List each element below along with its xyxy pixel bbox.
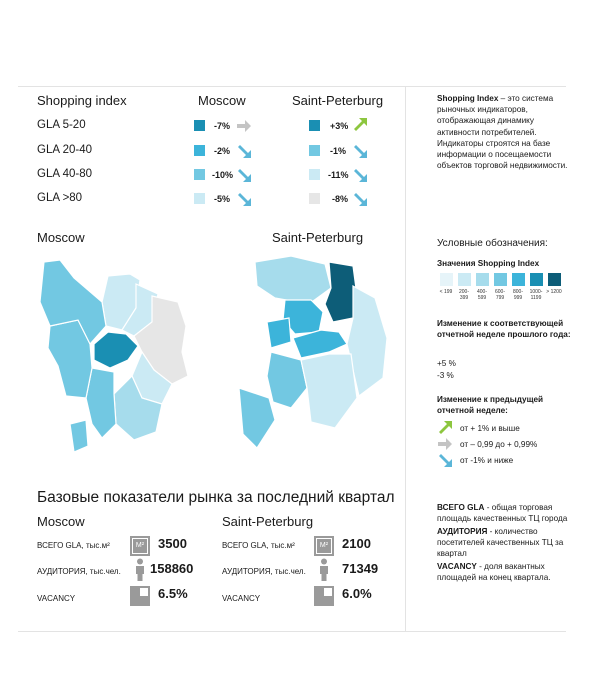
wow-title: Изменение к предыдущей отчетной неделе: bbox=[437, 395, 544, 416]
stats-spb-gla-label: ВСЕГО GLA, тыс.м² bbox=[222, 541, 295, 550]
spb-value-gla-40-80: -11% bbox=[328, 170, 349, 180]
spb-swatch-gla-40-80 bbox=[309, 169, 320, 180]
spb-district-vasileostrovsky bbox=[267, 318, 291, 348]
moscow-exclave bbox=[70, 420, 88, 452]
stats-spb-vacancy-label: VACANCY bbox=[222, 594, 261, 603]
scale-swatch-6 bbox=[530, 273, 543, 286]
row-label-gla-5-20: GLA 5-20 bbox=[37, 119, 86, 131]
stats-moscow-vacancy-label: VACANCY bbox=[37, 594, 76, 603]
sidebar-intro: Shopping Index – это система рыночных индикаторов, отображающая динамику активности потребителей. Индикаторы строятся на базе информации о посещаемости объектов торговой недвижимости. bbox=[437, 94, 568, 171]
definition-vacancy: VACANCY - доля вакантных площадей на конец квартала. bbox=[437, 562, 551, 583]
stats-spb-vacancy-value: 6.0% bbox=[342, 586, 372, 601]
spb-value-gla-5-20: +3% bbox=[330, 121, 349, 131]
stats-moscow-city: Moscow bbox=[37, 514, 85, 529]
stats-spb-audience-value: 71349 bbox=[342, 561, 379, 576]
scale-swatch-5 bbox=[512, 273, 525, 286]
yoy-minus: -3 % bbox=[437, 371, 454, 380]
moscow-swatch-gla-40-80 bbox=[194, 169, 205, 180]
stats-moscow-audience-label: АУДИТОРИЯ, тыс.чел. bbox=[37, 567, 121, 576]
spb-swatch-gla-20-40 bbox=[309, 145, 320, 156]
top-rule bbox=[18, 86, 566, 87]
moscow-district-map bbox=[30, 248, 200, 458]
arrow-right-icon bbox=[437, 436, 453, 452]
arrow-down-right-icon bbox=[236, 191, 252, 207]
moscow-column-header: Moscow bbox=[198, 93, 246, 108]
scale-label-2: 200-399 bbox=[458, 289, 469, 301]
stats-moscow-vacancy-value: 6.5% bbox=[158, 586, 188, 601]
m2-icon: M² bbox=[314, 536, 334, 556]
wow-item-down: от -1% и ниже bbox=[460, 456, 514, 465]
stats-title: Базовые показатели рынка за последний квартал bbox=[37, 489, 395, 506]
m2-icon: M² bbox=[130, 536, 150, 556]
spb-column-header: Saint-Peterburg bbox=[292, 93, 384, 108]
spb-value-gla-80: -8% bbox=[332, 194, 349, 204]
scale-swatch-4 bbox=[494, 273, 507, 286]
arrow-up-right-icon bbox=[352, 117, 368, 133]
vacancy-icon bbox=[130, 586, 150, 606]
scale-label-3: 400-599 bbox=[476, 289, 487, 301]
moscow-value-gla-80: -5% bbox=[214, 194, 231, 204]
yoy-title: Изменение к соответствующей отчетной неделе прошлого года: bbox=[437, 319, 571, 340]
spb-district-moskovsky bbox=[301, 354, 357, 428]
yoy-plus: +5 % bbox=[437, 359, 456, 368]
spb-swatch-gla-80 bbox=[309, 193, 320, 204]
scale-title: Значения Shopping Index bbox=[437, 259, 540, 268]
moscow-swatch-gla-80 bbox=[194, 193, 205, 204]
legend-title: Условные обозначения: bbox=[437, 238, 548, 249]
moscow-district-center bbox=[94, 332, 138, 368]
arrow-down-right-icon bbox=[437, 452, 453, 468]
scale-label-4: 600-799 bbox=[494, 289, 505, 301]
moscow-value-gla-20-40: -2% bbox=[214, 146, 231, 156]
scale-label-6: 1000-1199 bbox=[529, 289, 543, 301]
row-label-gla-80: GLA >80 bbox=[37, 192, 83, 204]
spb-district-vyborgsky bbox=[325, 262, 357, 322]
row-label-gla-20-40: GLA 20-40 bbox=[37, 144, 92, 156]
vertical-rule bbox=[405, 86, 406, 631]
wow-item-up: от + 1% и выше bbox=[460, 424, 520, 433]
scale-label-7: > 1200 bbox=[546, 289, 562, 295]
bottom-rule bbox=[18, 631, 566, 632]
stats-moscow-audience-value: 158860 bbox=[150, 561, 194, 576]
moscow-swatch-gla-20-40 bbox=[194, 145, 205, 156]
vacancy-icon bbox=[314, 586, 334, 606]
scale-swatch-3 bbox=[476, 273, 489, 286]
moscow-swatch-gla-5-20 bbox=[194, 120, 205, 131]
person-icon bbox=[318, 558, 330, 582]
arrow-down-right-icon bbox=[236, 143, 252, 159]
moscow-map-title: Moscow bbox=[37, 230, 85, 245]
scale-label-5: 800-999 bbox=[512, 289, 523, 301]
moscow-value-gla-40-80: -10% bbox=[212, 170, 234, 180]
arrow-right-icon bbox=[236, 118, 252, 134]
scale-swatch-1 bbox=[440, 273, 453, 286]
stats-moscow-gla-label: ВСЕГО GLA, тыс.м² bbox=[37, 541, 110, 550]
shopping-index-title: Shopping index bbox=[37, 93, 127, 108]
scale-label-1: < 199 bbox=[439, 289, 453, 295]
spb-swatch-gla-5-20 bbox=[309, 120, 320, 131]
arrow-up-right-icon bbox=[437, 420, 453, 436]
spb-district-southwest bbox=[239, 388, 275, 448]
spb-map-title: Saint-Peterburg bbox=[272, 230, 364, 245]
person-icon bbox=[134, 558, 146, 582]
wow-item-flat: от – 0,99 до + 0,99% bbox=[460, 440, 538, 449]
spb-district-map bbox=[235, 248, 405, 458]
stats-spb-gla-value: 2100 bbox=[342, 536, 371, 551]
arrow-down-right-icon bbox=[352, 167, 368, 183]
arrow-down-right-icon bbox=[352, 191, 368, 207]
scale-swatch-7 bbox=[548, 273, 561, 286]
moscow-value-gla-5-20: -7% bbox=[214, 121, 231, 131]
definition-audience: АУДИТОРИЯ - количество посетителей качественных ТЦ за квартал bbox=[437, 527, 564, 559]
scale-swatch-2 bbox=[458, 273, 471, 286]
spb-value-gla-20-40: -1% bbox=[330, 146, 347, 156]
row-label-gla-40-80: GLA 40-80 bbox=[37, 168, 92, 180]
spb-district-kurortny bbox=[255, 256, 331, 304]
stats-spb-city: Saint-Peterburg bbox=[222, 514, 314, 529]
stats-spb-audience-label: АУДИТОРИЯ, тыс.чел. bbox=[222, 567, 306, 576]
arrow-down-right-icon bbox=[236, 167, 252, 183]
definition-gla: ВСЕГО GLA - общая торговая площадь качественных ТЦ города bbox=[437, 503, 568, 524]
arrow-down-right-icon bbox=[352, 143, 368, 159]
stats-moscow-gla-value: 3500 bbox=[158, 536, 187, 551]
